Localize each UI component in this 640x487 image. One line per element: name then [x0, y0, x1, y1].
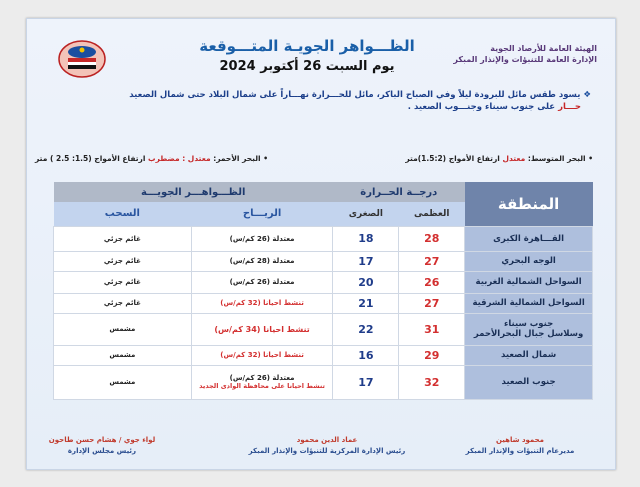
red-sea-state: • البحر الأحمر: معتدل : مضطرب ارتفاع الأمواج (1.5: 2.5 ) متر: [35, 154, 269, 163]
cloud-header: السحب: [54, 202, 192, 226]
wind-cell: [191, 365, 333, 399]
bulletin-date: يوم السبت 26 أكتوبر 2024: [219, 59, 395, 74]
summary-hot-word: حـــار: [558, 102, 581, 112]
max-temp-cell: 29: [399, 345, 465, 365]
max-temp-cell: 27: [399, 293, 465, 313]
wind-cell: معتدلة (28 كم/س): [191, 251, 333, 271]
organization-name: [447, 43, 597, 65]
max-temp-header: العظمى: [399, 202, 465, 226]
summary-text-2: على جنوب سيناء وجنـــوب الصعيد .: [407, 102, 556, 112]
table-row: [54, 251, 593, 271]
cloud-cell: مشمس: [54, 365, 192, 399]
region-cell: [465, 313, 593, 345]
signature-center-name: عماد الدين محمود: [296, 436, 358, 444]
signature-center: [242, 435, 412, 457]
wind-cell: تنشط احيانا (32 كم/س): [191, 345, 333, 365]
diamond-bullet-icon: ❖: [583, 90, 591, 100]
wind-cell: معتدلة (26 كم/س): [191, 226, 333, 251]
region-line-2: وسلاسل جبال البحرالأحمر: [473, 329, 584, 339]
red-label: البحر الأحمر:: [213, 154, 261, 163]
signature-left-name: لواء جوي / هشام حسن طاحون: [48, 436, 156, 444]
red-waves: ارتفاع الأمواج (1.5: 2.5 ) متر: [35, 154, 146, 163]
cloud-cell: غائم جزئي: [54, 251, 192, 271]
wind-line-1: معتدلة (26 كم/س): [229, 374, 295, 382]
min-temp-cell: 16: [333, 345, 399, 365]
max-temp-cell: 27: [399, 251, 465, 271]
max-temp-cell: 28: [399, 226, 465, 251]
wind-line-2: تنشط احيانا على محافظة الوادى الجديد: [199, 382, 325, 390]
min-temp-cell: 17: [333, 251, 399, 271]
summary-text-1: يسود طقس مائل للبرودة ليلاً وفي الصباح الباكر، مائل للحـــرارة نهـــاراً على شمال البلاد حتى شمال الصعيد: [129, 90, 581, 100]
region-cell: السواحل الشمالية الغربية: [465, 271, 593, 293]
min-temp-cell: 18: [333, 226, 399, 251]
max-temp-cell: 32: [399, 365, 465, 399]
med-state: معتدل: [502, 154, 526, 163]
max-temp-cell: 31: [399, 313, 465, 345]
min-temp-cell: 20: [333, 271, 399, 293]
signature-left-title: رئيس مجلس الإدارة: [67, 447, 137, 455]
table-row: [54, 271, 593, 293]
forecast-summary: [51, 89, 591, 113]
table-row: [54, 345, 593, 365]
table-row: [54, 365, 593, 399]
cloud-cell: غائم جزئي: [54, 271, 192, 293]
table-row: [54, 293, 593, 313]
region-line-1: جنوب سيناء: [503, 319, 554, 329]
cloud-cell: مشمس: [54, 345, 192, 365]
med-waves: ارتفاع الأمواج (1.5:2)متر: [405, 154, 500, 163]
org-line-2: الإدارة العامة للتنبؤات والإنذار المبكر: [453, 55, 597, 64]
temperature-header: درجــة الحــرارة: [333, 182, 465, 202]
region-cell: القـــاهرة الكبرى: [465, 226, 593, 251]
region-cell: الوجه البحري: [465, 251, 593, 271]
forecast-table: [53, 182, 593, 400]
org-line-1: الهيئة العامة للأرصاد الجوية: [490, 44, 597, 53]
wind-cell: معتدلة (26 كم/س): [191, 271, 333, 293]
min-temp-cell: 17: [333, 365, 399, 399]
region-cell: السواحل الشمالية الشرقية: [465, 293, 593, 313]
bulletin-title: الظـــواهر الجويـة المتـــوقعة: [199, 37, 415, 55]
signature-right-title: مديرعام التنبؤات والإنذار المبكر: [465, 447, 575, 455]
ema-logo-icon: [57, 39, 107, 79]
med-label: البحر المتوسط:: [527, 154, 586, 163]
min-temp-cell: 21: [333, 293, 399, 313]
table-row: [54, 313, 593, 345]
region-cell: جنوب الصعيد: [465, 365, 593, 399]
table-row: [54, 226, 593, 251]
wind-cell: تنشط احيانا (34 كم/س): [191, 313, 333, 345]
red-state: معتدل : مضطرب: [148, 154, 211, 163]
cloud-cell: غائم جزئي: [54, 226, 192, 251]
cloud-cell: مشمس: [54, 313, 192, 345]
min-temp-header: الصغرى: [333, 202, 399, 226]
region-cell: شمال الصعيد: [465, 345, 593, 365]
bulletin-frame: [26, 18, 616, 470]
max-temp-cell: 26: [399, 271, 465, 293]
phenomena-header: الظـــواهـــر الجويـــة: [54, 182, 333, 202]
signature-right: [445, 435, 595, 457]
region-header: المنطقة: [465, 182, 593, 226]
wind-header: الريـــاح: [191, 202, 333, 226]
cloud-cell: غائم جزئي: [54, 293, 192, 313]
wind-cell: تنشط احيانا (32 كم/س): [191, 293, 333, 313]
min-temp-cell: 22: [333, 313, 399, 345]
mediterranean-sea-state: • البحر المتوسط: معتدل ارتفاع الأمواج (1.5:2)متر: [405, 154, 593, 163]
signature-center-title: رئيس الإدارة المركزية للتنبؤات والإنذار المبكر: [248, 447, 406, 455]
signature-right-name: محمود شاهين: [495, 436, 544, 444]
signature-left: [37, 435, 167, 457]
